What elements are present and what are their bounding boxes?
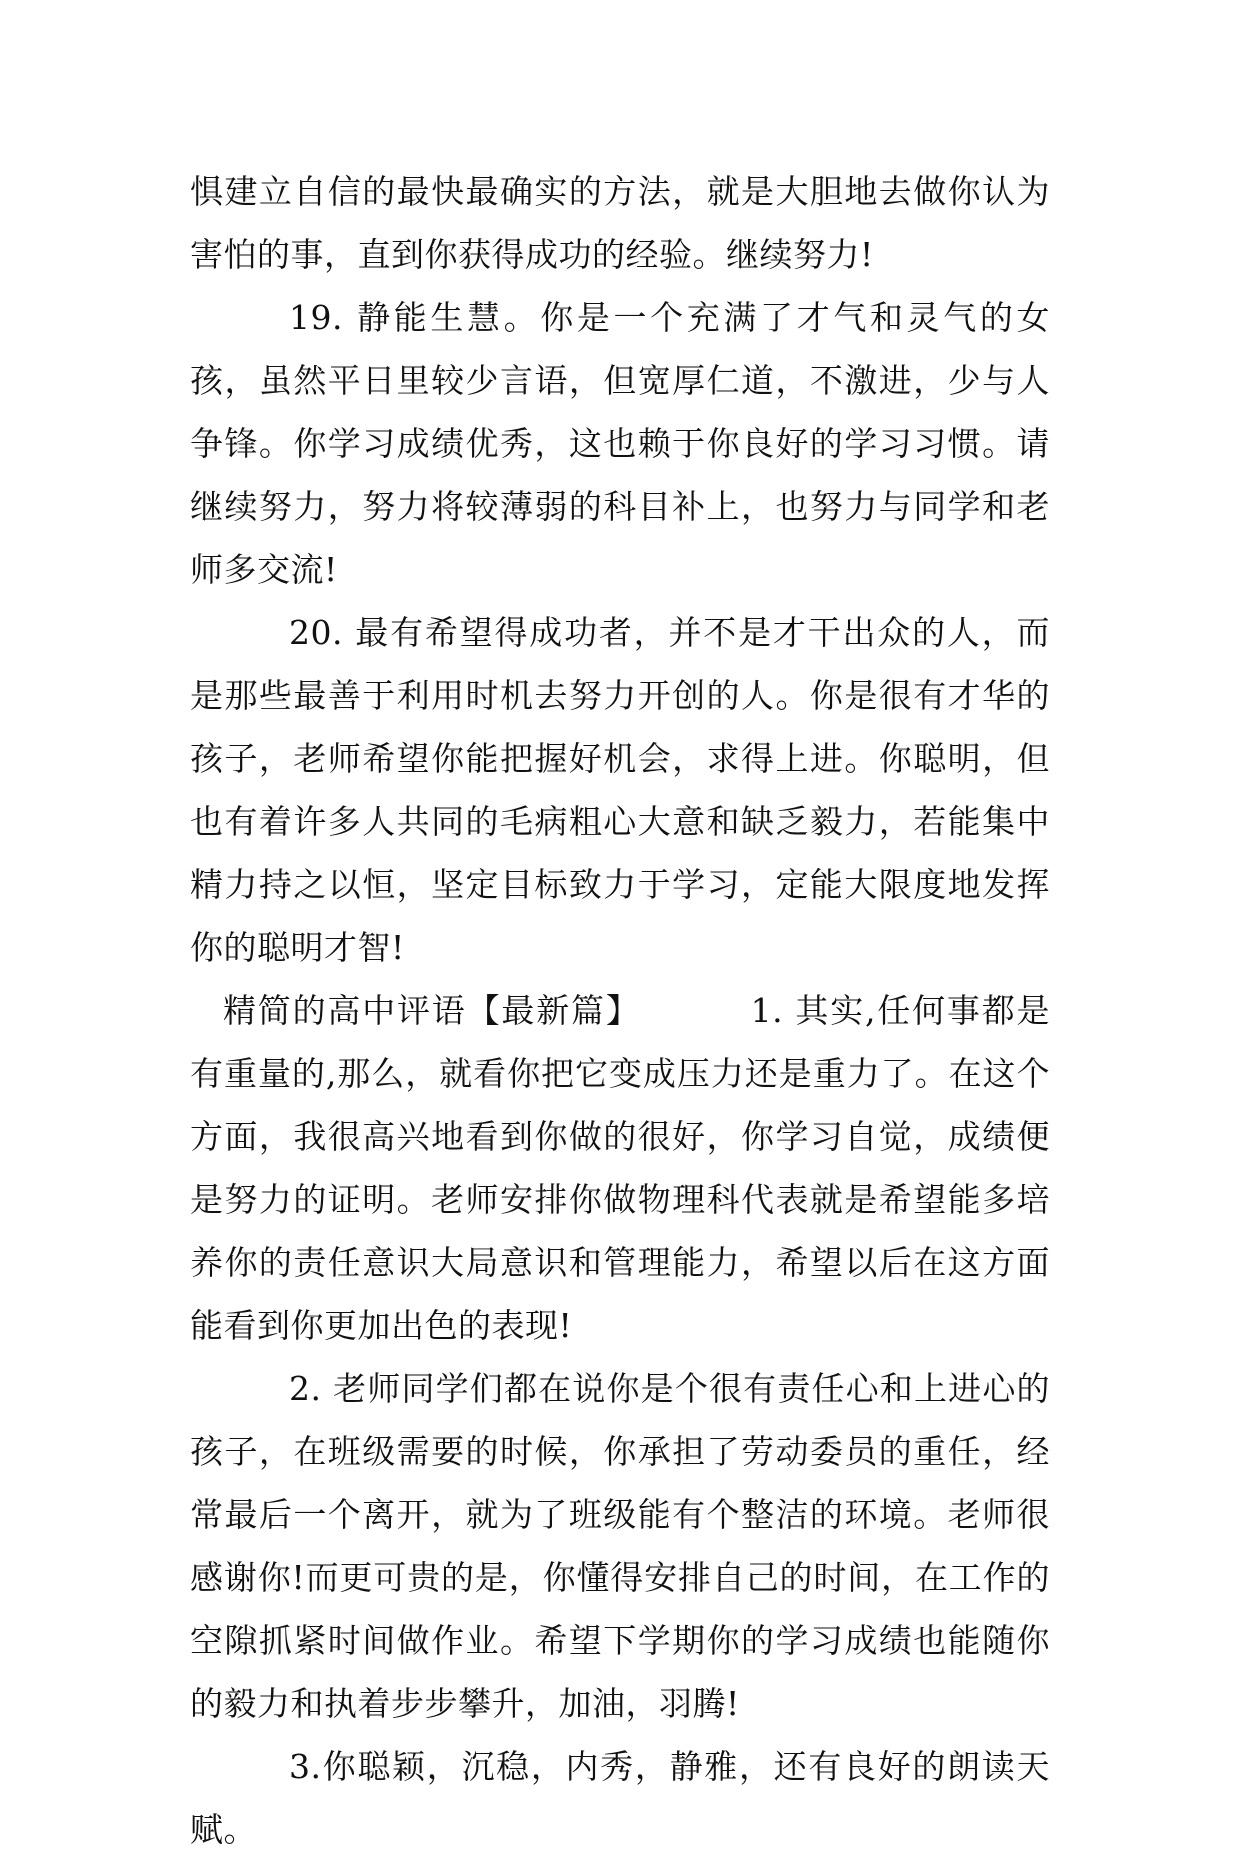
paragraph-item-20: 20. 最有希望得成功者，并不是才干出众的人，而是那些最善于利用时机去努力开创的人。你是很有才华的孩子，老师希望你能把握好机会，求得上进。你聪明，但也有着许多人共同的毛病粗心大意和缺乏毅力，若能集中精力持之以恒，坚定目标致力于学习，定能大限度地发挥你的聪明才智! bbox=[190, 613, 1050, 967]
section-item-1: 1. 其实,任何事都是有重量的,那么，就看你把它变成压力还是重力了。在这个方面，我很高兴地看到你做的很好，你学习自觉，成绩便是努力的证明。老师安排你做物理科代表就是希望能多培养你的责任意识大局意识和管理能力，希望以后在这方面能看到你更加出色的表现! bbox=[190, 991, 1051, 1345]
paragraph-continuation: 惧建立自信的最快最确实的方法，就是大胆地去做你认为害怕的事，直到你获得成功的经验。继续努力! bbox=[190, 172, 1050, 274]
section-paragraph bbox=[190, 979, 1050, 1357]
paragraph-item-19: 19. 静能生慧。你是一个充满了才气和灵气的女孩，虽然平日里较少言语，但宽厚仁道，不激进，少与人争锋。你学习成绩优秀，这也赖于你良好的学习习惯。请继续努力，努力将较薄弱的科目补上，也努力与同学和老师多交流! bbox=[190, 298, 1050, 589]
section-item-2: 2. 老师同学们都在说你是个很有责任心和上进心的孩子，在班级需要的时候，你承担了劳动委员的重任，经常最后一个离开，就为了班级能有个整洁的环境。老师很感谢你!而更可贵的是，你懂得安排自己的时间，在工作的空隙抓紧时间做作业。希望下学期你的学习成绩也能随你的毅力和执着步步攀升，加油，羽腾! bbox=[190, 1369, 1050, 1723]
section-title: 精简的高中评语【最新篇】 bbox=[223, 991, 641, 1030]
section-item-3: 3.你聪颖，沉稳，内秀，静雅，还有良好的朗读天赋。 bbox=[190, 1747, 1050, 1849]
document-body bbox=[190, 160, 1050, 1861]
